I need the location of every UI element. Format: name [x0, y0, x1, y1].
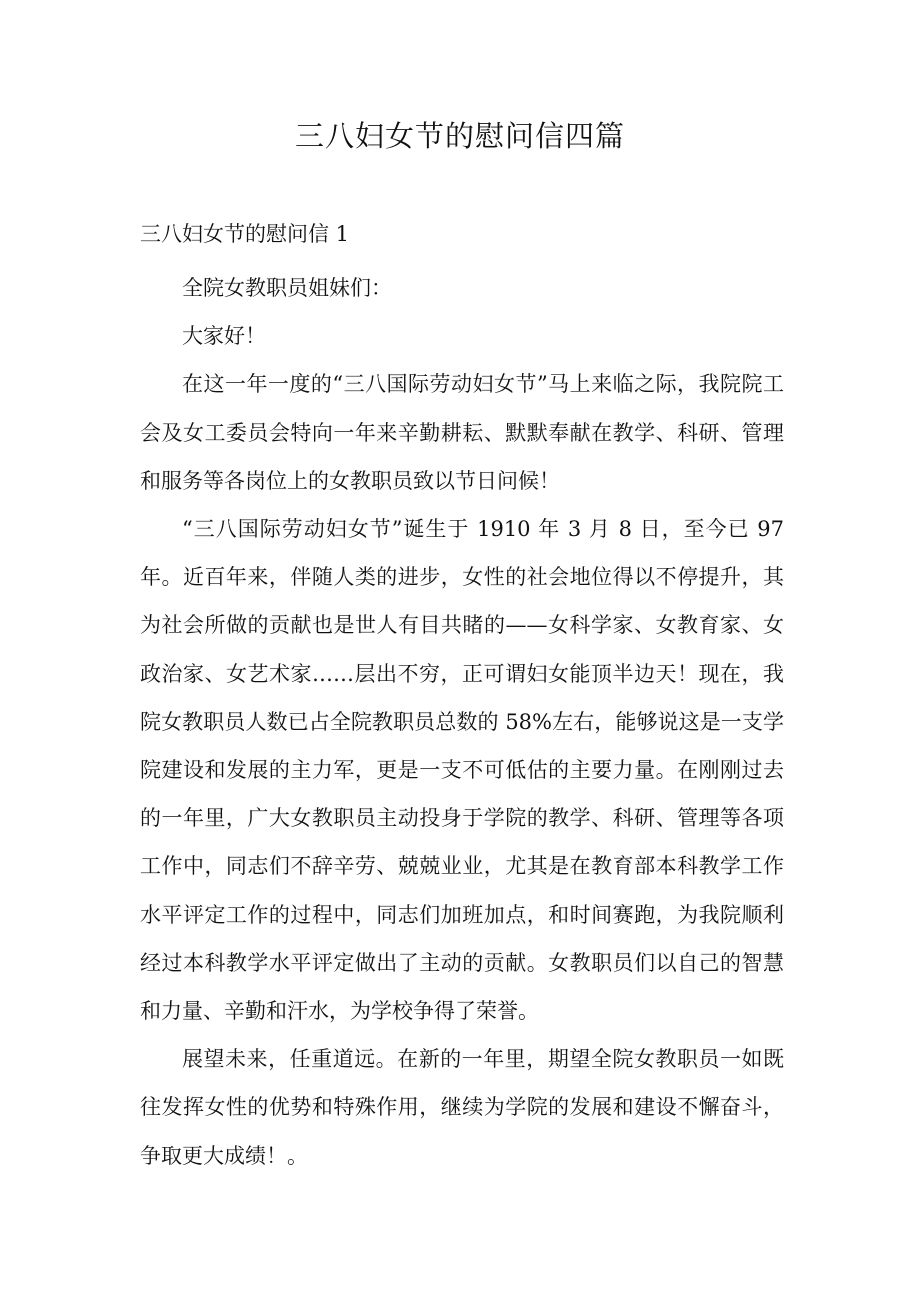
section-heading: 三八妇女节的慰问信 1	[140, 222, 350, 246]
letter-body	[140, 264, 784, 1180]
greeting: 大家好！	[182, 324, 266, 349]
paragraph-1: 在这一年一度的“三八国际劳动妇女节”马上来临之际，我院院工会及女工委员会特向一年来辛勤耕耘、默默奉献在教学、科研、管理和服务等各岗位上的女教职员致以节日问候！	[140, 372, 784, 493]
paragraph-2: “三八国际劳动妇女节”诞生于 1910 年 3 月 8 日，至今已 97 年。近百年来，伴随人类的进步，女性的社会地位得以不停提升，其为社会所做的贡献也是世人有目共睹的——女科学家、女教育家、女政治家、女艺术家……层出不穷，正可谓妇女能顶半边天！现在，我院女教职员人数已占全院教职员总数的 58%左右，能够说这是一支学院建设和发展的主力军，更是一支不可低估的主要力量。在刚刚过去的一年里，广大女教职员主动投身于学院的教学、科研、管理等各项工作中，同志们不辞辛劳、兢兢业业，尤其是在教育部本科教学工作水平评定工作的过程中，同志们加班加点，和时间赛跑，为我院顺利经过本科教学水平评定做出了主动的贡献。女教职员们以自己的智慧和力量、辛勤和汗水，为学校争得了荣誉。	[140, 517, 784, 1024]
salutation: 全院女教职员姐妹们：	[182, 276, 392, 300]
paragraph-3: 展望未来，任重道远。在新的一年里，期望全院女教职员一如既往发挥女性的优势和特殊作用，继续为学院的发展和建设不懈奋斗，争取更大成绩！。	[140, 1047, 784, 1168]
document-title: 三八妇女节的慰问信四篇	[294, 119, 625, 153]
